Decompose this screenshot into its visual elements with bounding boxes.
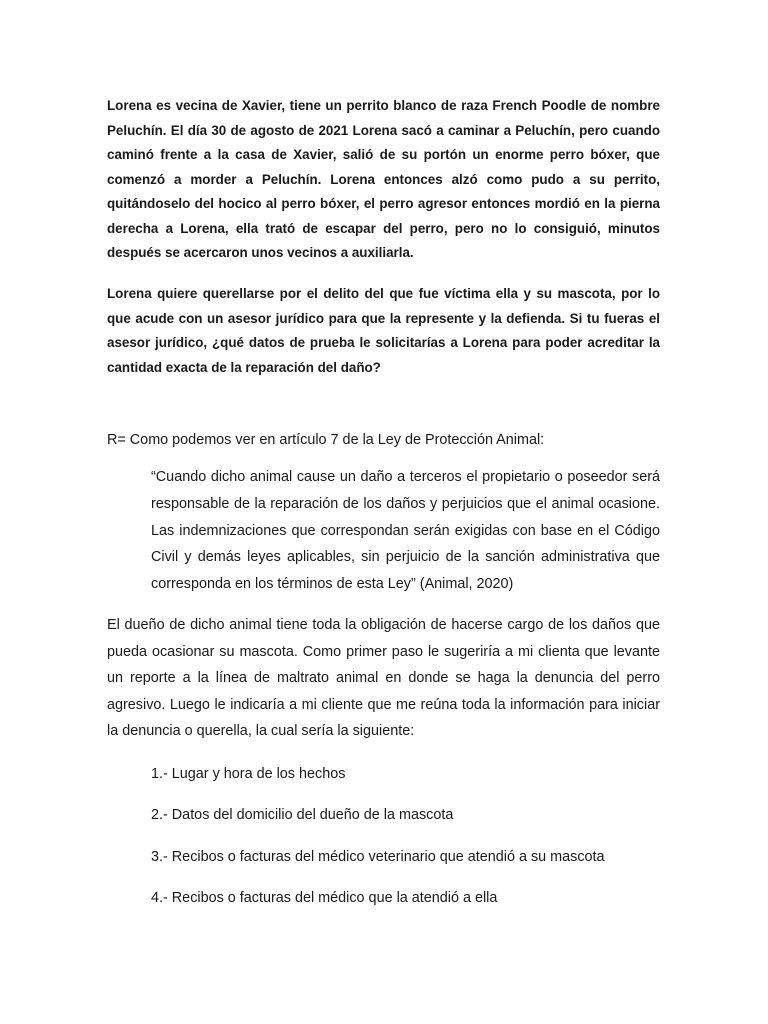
owner-paragraph: El dueño de dicho animal tiene toda la obligación de hacerse cargo de los daños que pueda ocasionar su mascota. Como primer paso le sugeriría a mi clienta que levante un reporte a la línea de maltrato animal en donde se haga la denuncia del perro agresivo. Luego le indicaría a mi cliente que me reúna toda la información para iniciar la denuncia o querella, la cual sería la siguiente: [107,617,660,739]
answer-intro: R= Como podemos ver en artículo 7 de la Ley de Protección Animal: [107,432,545,448]
list-item: 3.- Recibos o facturas del médico veterinario que atendió a su mascota [151,848,605,865]
evidence-list [151,762,660,927]
list-item: 2.- Datos del domicilio del dueño de la mascota [151,807,454,824]
case-paragraph-1: Lorena es vecina de Xavier, tiene un perrito blanco de raza French Poodle de nombre Peluchín. El día 30 de agosto de 2021 Lorena sacó a caminar a Peluchín, pero cuando caminó frente a la casa de Xavier, salió de su portón un enorme perro bóxer, que comenzó a morder a Peluchín. Lorena entonces alzó como pudo a su perrito, quitándoselo del hocico al perro bóxer, el perro agresor entonces mordió en la pierna derecha a Lorena, ella trató de escapar del perro, pero no lo consiguió, minutos después se acercaron unos vecinos a auxiliarla. [107,98,660,260]
list-item: 4.- Recibos o facturas del médico que la atendió a ella [151,889,498,906]
case-paragraph-2: Lorena quiere querellarse por el delito del que fue víctima ella y su mascota, por lo que acude con un asesor jurídico para que la represente y la defienda. Si tu fueras el asesor jurídico, ¿qué datos de prueba le solicitarías a Lorena para poder acreditar la cantidad exacta de la reparación del daño? [107,286,660,375]
law-quote: “Cuando dicho animal cause un daño a terceros el propietario o poseedor será responsable de la reparación de los daños y perjuicios que el animal ocasione. Las indemnizaciones que correspondan serán exigidas con base en el Código Civil y demás leyes aplicables, sin perjuicio de la sanción administrativa que corresponda en los términos de esta Ley” (Animal, 2020) [151,469,660,593]
list-item: 1.- Lugar y hora de los hechos [151,766,346,782]
